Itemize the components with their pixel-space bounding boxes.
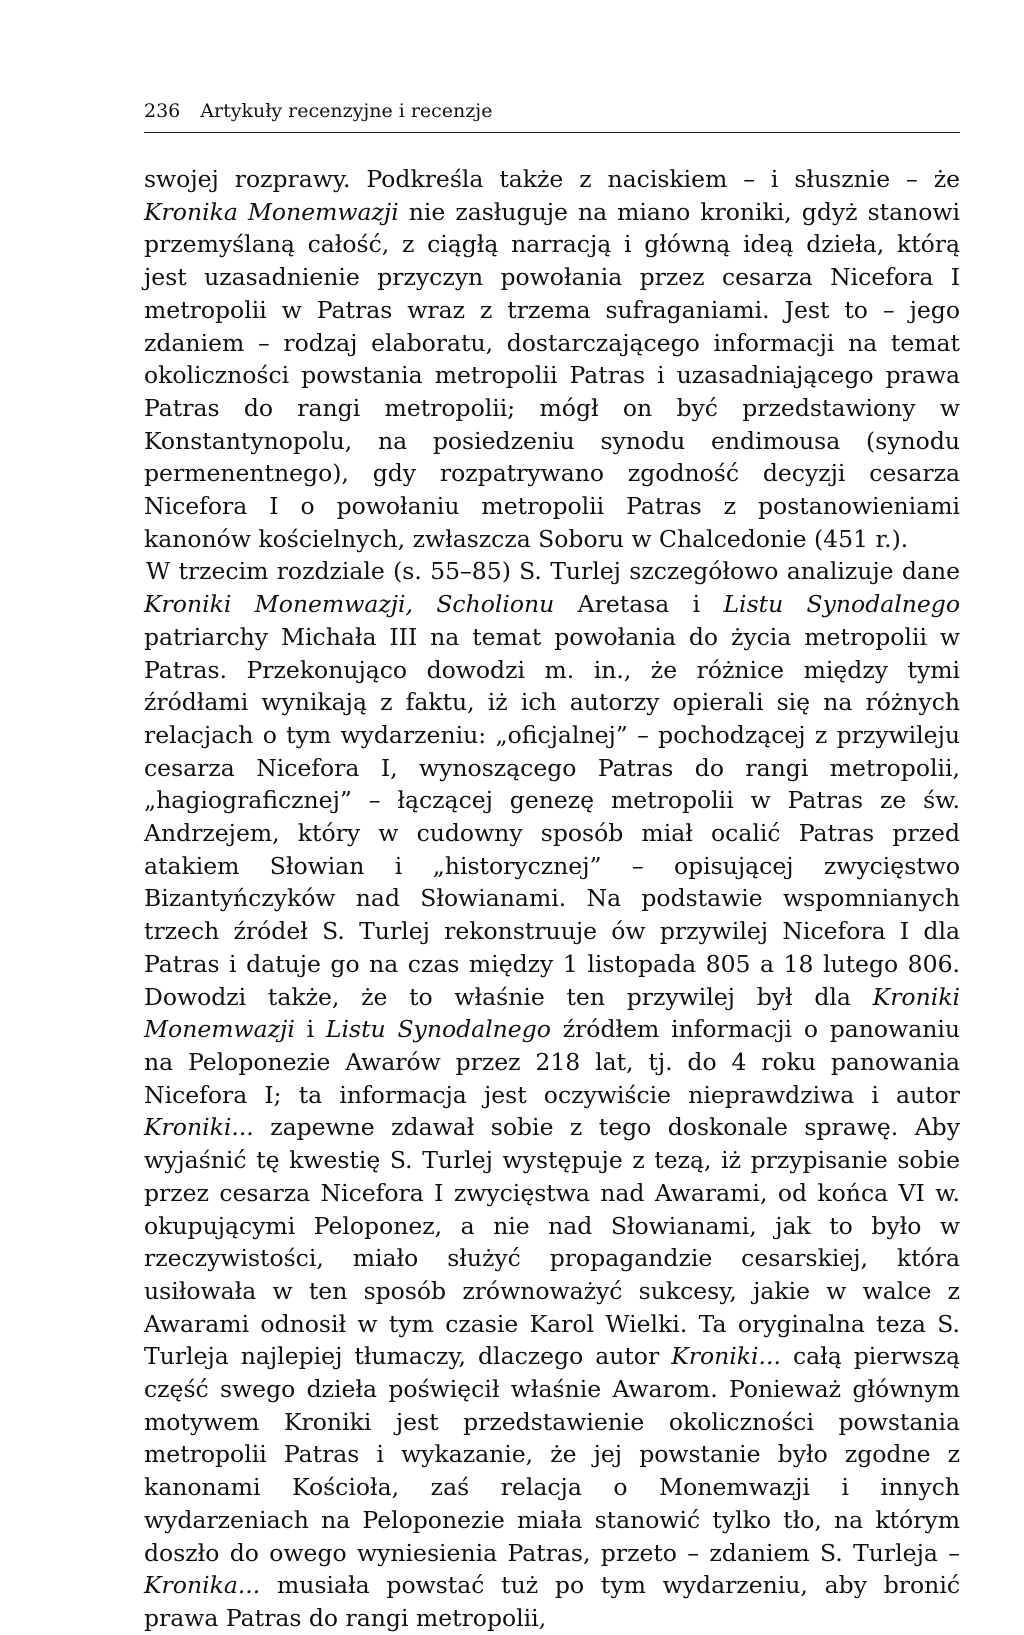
italic-title-run: Kroniki Monemwazji — [144, 982, 960, 1044]
page-number: 236 — [144, 100, 181, 122]
italic-title-run: Kroniki... — [671, 1342, 781, 1371]
italic-title-run: Kronika Monemwazji — [144, 197, 399, 226]
italic-title-run: Listu Synodalnego — [325, 1015, 551, 1044]
italic-title-run: Kronika... — [144, 1571, 261, 1600]
book-page — [144, 100, 960, 1635]
text-run: źródłem informacji o panowaniu na Peloponezie Awarów przez 218 lat, tj. do 4 roku panowania Nicefora I; ta informacja jest oczywiście nieprawdziwa i autor — [144, 1015, 960, 1109]
text-run: Aretasa i — [554, 590, 724, 619]
running-head — [144, 100, 960, 133]
text-run: zapewne zdawał sobie z tego doskonale sprawę. Aby wyjaśnić tę kwestię S. Turlej występuje z tezą, iż przypisanie sobie przez cesarza Nicefora I zwycięstwa nad Awarami, od końca VI w. okupującymi Peloponez, a nie nad Słowianami, jak to było w rzeczywistości, miało służyć propagandzie cesarskiej, która usiłowała w ten sposób zrównoważyć sukcesy, jakie w walce z Awarami odnosił w tym czasie Karol Wielki. Ta oryginalna teza S. Turleja najlepiej tłumaczy, dlaczego autor — [144, 1113, 960, 1371]
text-run: swojej rozprawy. Podkreśla także z naciskiem – i słusznie – że — [144, 165, 960, 193]
body-text — [144, 163, 960, 1635]
italic-title-run: Listu Synodalnego — [723, 590, 961, 619]
italic-title-run: Kroniki Monemwazji, Scholionu — [144, 590, 555, 619]
paragraph — [144, 555, 960, 1634]
italic-title-run: Kroniki... — [144, 1113, 254, 1142]
text-run: patriarchy Michała III na temat powołania do życia metropolii w Patras. Przekonująco dowodzi m. in., że różnice między tymi źródłami wynikają z faktu, iż ich autorzy opierali się na różnych relacjach o tym wydarzeniu: „oficjalnej” – pochodzącej z przywileju cesarza Nicefora I, wynoszącego Patras do rangi metropolii, „hagiograficznej” – łączącej genezę metropolii w Patras ze św. Andrzejem, który w cudowny sposób miał ocalić Patras przed atakiem Słowian i „historycznej” – opisującej zwycięstwo Bizantyńczyków nad Słowianami. Na podstawie wspomnianych trzech źródeł S. Turlej rekonstruuje ów przywilej Nicefora I dla Patras i datuje go na czas między 1 listopada 805 a 18 lutego 806. Dowodzi także, że to właśnie ten przywilej był dla — [144, 622, 960, 1011]
text-run: W trzecim rozdziale (s. 55–85) S. Turlej szczegółowo analizuje dane — [146, 557, 960, 586]
paragraph — [144, 163, 960, 555]
section-title: Artykuły recenzyjne i recenzje — [200, 100, 493, 122]
text-run: i — [294, 1015, 326, 1044]
text-run: musiała powstać tuż po tym wydarzeniu, aby bronić prawa Patras do rangi metropolii, — [144, 1571, 960, 1632]
text-run: nie zasługuje na miano kroniki, gdyż stanowi przemyślaną całość, z ciągłą narracją i główną ideą dzieła, którą jest uzasadnienie przyczyn powołania przez cesarza Nicefora I metropolii w Patras wraz z trzema sufraganiami. Jest to – jego zdaniem – rodzaj elaboratu, dostarczającego informacji na temat okoliczności powstania metropolii Patras i uzasadniającego prawa Patras do rangi metropolii; mógł on być przedstawiony w Konstantynopolu, na posiedzeniu synodu endimousa (synodu permenentnego), gdy rozpatrywano zgodność decyzji cesarza Nicefora I o powołaniu metropolii Patras z postanowieniami kanonów kościelnych, zwłaszcza Soboru w Chalcedonie (451 r.). — [144, 197, 960, 553]
text-run: całą pierwszą część swego dzieła poświęcił właśnie Awarom. Ponieważ głównym motywem Kroniki jest przedstawienie okoliczności powstania metropolii Patras i wykazanie, że jej powstanie było zgodne z kanonami Kościoła, zaś relacja o Monemwazji i innych wydarzeniach na Peloponezie miała stanowić tylko tło, na którym doszło do owego wyniesienia Patras, przeto – zdaniem S. Turleja – — [144, 1342, 961, 1567]
